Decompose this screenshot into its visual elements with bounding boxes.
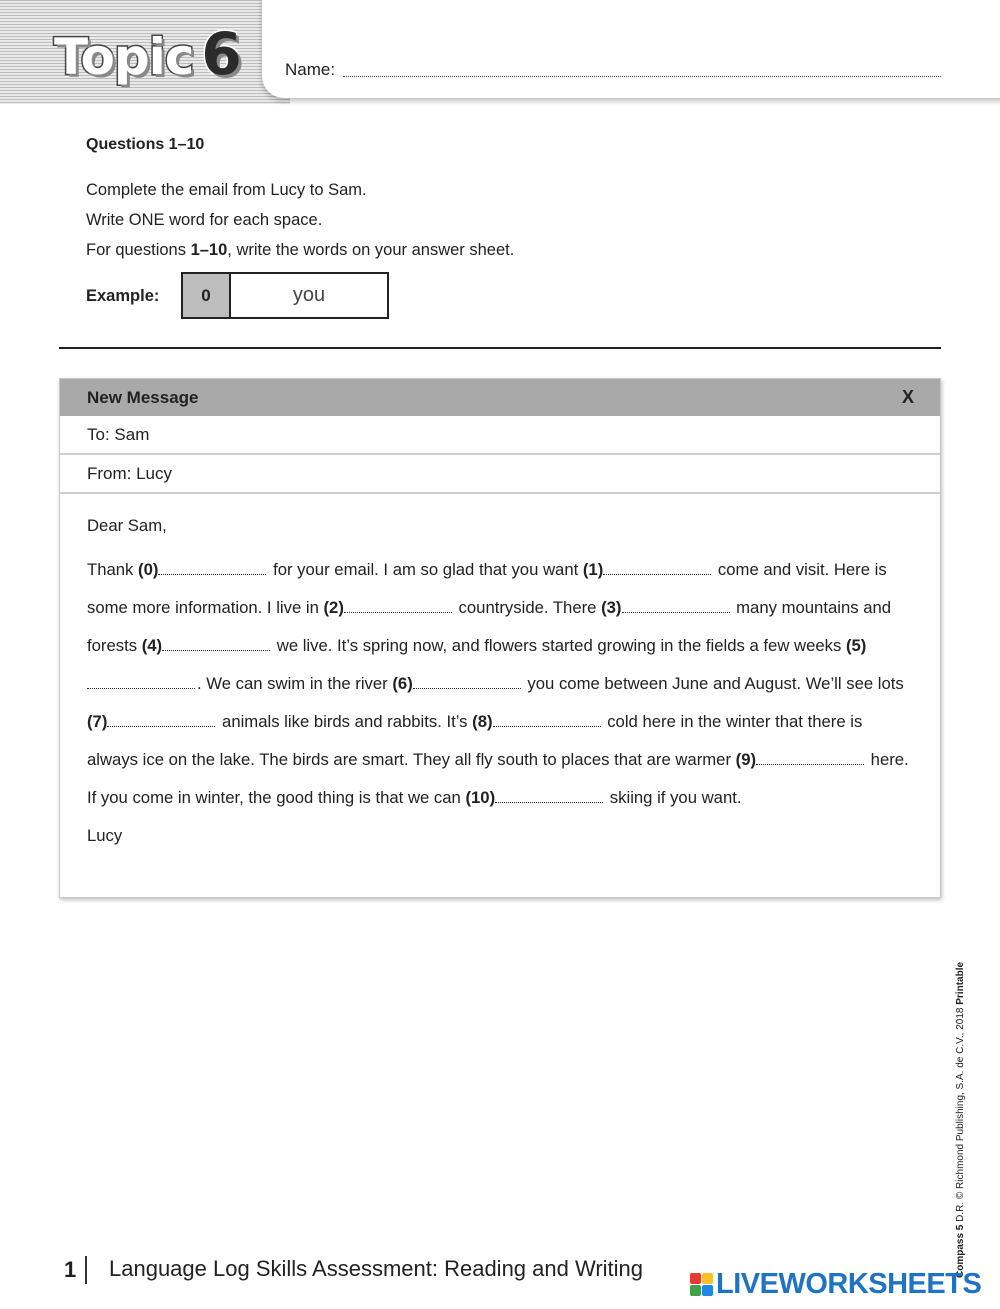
email-to-field: To: Sam [60, 416, 940, 455]
email-text-segment: animals like birds and rabbits. It’s [217, 712, 473, 731]
section-divider [59, 347, 941, 349]
logo-square [702, 1285, 713, 1296]
footer-title: Language Log Skills Assessment: Reading and Writing [109, 1256, 644, 1281]
liveworksheets-logo-icon [690, 1273, 713, 1296]
instruction-line-1: Complete the email from Lucy to Sam. [86, 181, 367, 199]
name-input-line[interactable] [343, 76, 941, 77]
blank-number: (10) [465, 788, 496, 807]
answer-blank[interactable] [162, 649, 270, 651]
blank-number: (3) [601, 598, 622, 617]
blank-number: (0) [138, 560, 159, 579]
answer-blank[interactable] [413, 687, 521, 689]
copyright-credit: Compass 5 D.R. © Richmond Publishing, S.A. de C.V., 2018 Printable [955, 961, 966, 1278]
email-text-segment: come and visit. Here is some more information. I live in [87, 560, 887, 617]
example-number: 0 [183, 274, 231, 317]
answer-blank[interactable] [158, 573, 266, 575]
blank-number: (6) [392, 674, 413, 693]
email-greeting: Dear Sam, [87, 516, 167, 535]
instruction-line-3: For questions 1–10, write the words on your answer sheet. [86, 241, 515, 259]
email-from-field: From: Lucy [60, 455, 940, 494]
email-text-segment: Thank [87, 560, 139, 579]
answer-blank[interactable] [107, 725, 215, 727]
answer-blank[interactable] [756, 763, 864, 765]
logo-square [702, 1273, 713, 1284]
email-text-segment: here. If you come in winter, the good thing is that we can [87, 750, 909, 807]
close-icon[interactable]: X [901, 387, 914, 407]
liveworksheets-logo-text: LIVEWORKSHEETS [716, 1268, 982, 1300]
email-text-segment: you come between June and August. We’ll see lots [522, 674, 904, 693]
liveworksheets-logo [690, 1268, 981, 1301]
name-panel [262, 0, 1000, 98]
email-paragraph [87, 551, 913, 817]
example-box [181, 272, 389, 319]
name-label: Name: [285, 60, 336, 79]
questions-heading: Questions 1–10 [86, 136, 205, 153]
blank-number: (4) [141, 636, 163, 655]
email-text-segment: . We can swim in the river [197, 674, 393, 693]
email-window-title: New Message [87, 387, 199, 407]
blank-number: (8) [472, 712, 493, 731]
answer-blank[interactable] [603, 573, 711, 575]
email-body [60, 494, 940, 855]
instruction-line-2: Write ONE word for each space. [86, 211, 323, 229]
email-text-segment: skiing if you want. [605, 788, 742, 807]
email-text-segment: cold here in the winter that there is always ice on the lake. The birds are smart. They all fly south to places that are warmer [87, 712, 863, 769]
blank-number: (2) [323, 598, 344, 617]
blank-number: (9) [735, 750, 757, 769]
logo-square [690, 1285, 701, 1296]
email-title-bar [60, 379, 940, 416]
email-text-segment: many mountains and forests [87, 598, 892, 655]
email-window [59, 378, 941, 898]
logo-square [690, 1273, 701, 1284]
blank-number: (7) [87, 712, 108, 731]
email-text-segment: countryside. There [453, 598, 602, 617]
answer-blank[interactable] [493, 725, 601, 727]
email-signoff: Lucy [87, 826, 123, 845]
page-number: 1 [64, 1257, 77, 1282]
example-answer: you [292, 284, 326, 306]
topic-word: Topic [54, 28, 194, 86]
answer-blank[interactable] [622, 611, 730, 613]
answer-blank[interactable] [495, 801, 603, 803]
example-label: Example: [86, 287, 160, 305]
answer-blank[interactable] [87, 687, 195, 689]
footer-divider [85, 1256, 87, 1284]
email-text-segment: we live. It’s spring now, and flowers started growing in the fields a few weeks [272, 636, 846, 655]
blank-number: (5) [845, 636, 867, 655]
blank-number: (1) [582, 560, 604, 579]
answer-blank[interactable] [344, 611, 452, 613]
email-text-segment: for your email. I am so glad that you want [268, 560, 583, 579]
topic-number: 6 [201, 20, 241, 88]
topic-title [54, 20, 241, 88]
